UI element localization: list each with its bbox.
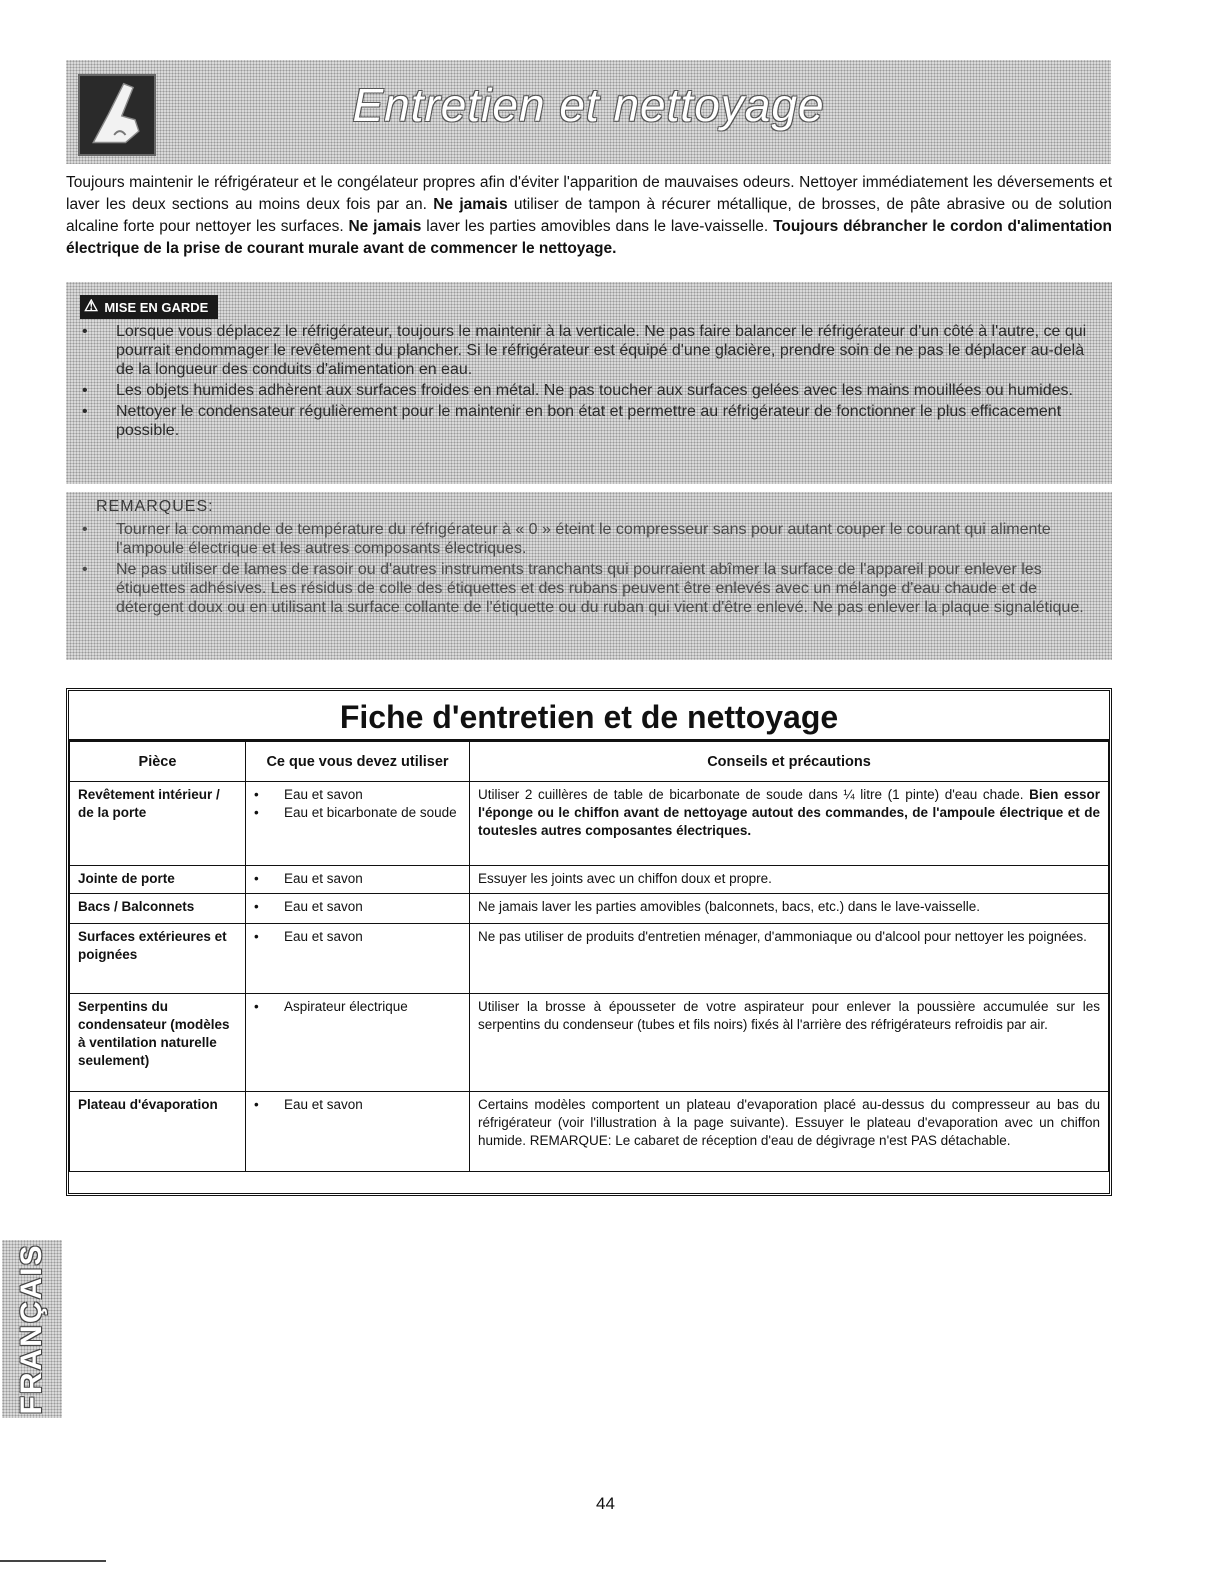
warning-item: • Nettoyer le condensateur régulièrement pour le maintenir en bon état et permettre au réfrigérateur de fonctionner le plus efficacement possible.	[78, 402, 1098, 440]
use-cell: • Eau et savon	[246, 894, 470, 924]
tips-cell	[470, 994, 1109, 1092]
part-cell: Surfaces extérieures et poignées	[70, 924, 246, 994]
table-row	[70, 924, 1109, 994]
part-cell: Jointe de porte	[70, 866, 246, 894]
intro-paragraph	[66, 172, 1112, 260]
warning-triangle-icon: ⚠	[84, 298, 99, 315]
tips-text: Utiliser 2 cuillères de table de bicarbonate de soude dans ¼ litre (1 pinte) d'eau chade.	[478, 787, 1030, 802]
intro-text: laver les parties amovibles dans le lave-vaisselle.	[421, 218, 774, 235]
notes-title: REMARQUES:	[96, 498, 214, 515]
part-cell: Plateau d'évaporation	[70, 1092, 246, 1172]
language-side-tab	[2, 1240, 62, 1418]
use-cell: • Eau et savon	[246, 1092, 470, 1172]
use-item: Eau et savon	[284, 929, 363, 944]
use-item: Eau et savon	[284, 871, 363, 886]
intro-text: utiliser de tampon à récurer métallique, de brosses, de pâte abrasive ou de solution alcaline forte pour nettoyer les surfaces.	[66, 196, 1112, 235]
table-row	[70, 866, 1109, 894]
use-item: Eau et savon	[284, 1097, 363, 1112]
warning-box	[66, 282, 1112, 484]
warning-item: • Les objets humides adhèrent aux surfaces froides en métal. Ne pas toucher aux surfaces gelées avec les mains mouillées ou humides.	[78, 381, 1098, 400]
table-row	[70, 782, 1109, 866]
tips-text: Ne pas utiliser de produits d'entretien ménager, d'ammoniaque ou d'alcool pour nettoyer les poignées.	[478, 929, 1087, 944]
notes-list	[78, 520, 1098, 619]
tips-text: Ne jamais laver les parties amovibles (balconnets, bacs, etc.) dans le lave-vaisselle.	[478, 899, 980, 914]
use-item: Eau et savon	[284, 899, 363, 914]
intro-emphasis: Ne jamais	[348, 218, 422, 235]
use-cell: • Eau et savon • Eau et bicarbonate de soude	[246, 782, 470, 866]
intro-emphasis: Ne jamais	[433, 196, 508, 213]
use-cell: • Eau et savon	[246, 924, 470, 994]
tips-text: Utiliser la brosse à épousseter de votre aspirateur pour enlever la poussière accumulée sur les serpentins du condenseur (tubes et fils noirs) fixés àl l'arrière des réfrigérateurs refroidis par air.	[478, 999, 1100, 1032]
tips-cell	[470, 1092, 1109, 1172]
tips-cell	[470, 924, 1109, 994]
header-banner	[66, 60, 1111, 164]
part-cell: Bacs / Balconnets	[70, 894, 246, 924]
tips-cell	[470, 866, 1109, 894]
page-title: Entretien et nettoyage	[352, 79, 825, 131]
tips-text: Essuyer les joints avec un chiffon doux et propre.	[478, 871, 772, 886]
use-item: Eau et savon	[284, 787, 363, 802]
notes-box	[66, 492, 1112, 660]
use-cell: • Aspirateur électrique	[246, 994, 470, 1092]
tips-emphasis: Bien essor l'éponge ou le chiffon avant de nettoyage autout des commandes, de l'ampoule électrique et de toutesles autres composantes électriques.	[478, 787, 1100, 838]
use-item: Aspirateur électrique	[284, 999, 408, 1014]
language-label: FRANÇAIS	[15, 1243, 48, 1415]
warning-list	[78, 322, 1098, 442]
warning-item: • Lorsque vous déplacez le réfrigérateur, toujours le maintenir à la verticale. Ne pas faire balancer le réfrigérateur d'un côté à l'autre, ce qui pourrait endommager le revêtement du plancher. Si le réfrigérateur est équipé d'une glacière, prendre soin de ne pas le déplacer au-delà de la longueur des conduits d'alimentation en eau.	[78, 322, 1098, 379]
tips-text: Certains modèles comportent un plateau d'evaporation placé au-dessus du compresseur au bas du réfrigérateur (voir l'illustration à la page suivante). Essuyer le plateau d'evaporation avec un chiffon humide. REMARQUE: Le cabaret de réception d'eau de dégivrage n'est PAS détachable.	[478, 1097, 1100, 1148]
part-cell: Revêtement intérieur / de la porte	[70, 782, 246, 866]
note-item: • Ne pas utiliser de lames de rasoir ou d'autres instruments tranchants qui pourraient abîmer la surface de l'appareil pour enlever les étiquettes adhésives. Les résidus de colle des étiquettes et des rubans peuvent être enlevés avec un mélange d'eau chaude et de détergent doux ou en utilisant la surface collante de l'étiquette ou du ruban qui vient d'être enlevé. Ne pas enlever la plaque signalétique.	[78, 560, 1098, 617]
bottom-rule	[0, 1560, 106, 1562]
care-chart	[66, 688, 1112, 1196]
warning-badge-label: MISE EN GARDE	[104, 299, 209, 315]
tips-cell	[470, 894, 1109, 924]
header-piece: Pièce	[70, 742, 246, 782]
intro-emphasis: Toujours débrancher le cordon d'alimentation électrique de la prise de courant murale avant de commencer le nettoyage.	[66, 218, 1112, 257]
use-item: Eau et bicarbonate de soude	[284, 805, 457, 820]
header-use: Ce que vous devez utiliser	[246, 742, 470, 782]
use-cell: • Eau et savon	[246, 866, 470, 894]
care-table	[69, 741, 1109, 1172]
part-cell: Serpentins du condensateur (modèles à ventilation naturelle seulement)	[70, 994, 246, 1092]
table-row	[70, 1092, 1109, 1172]
tips-cell	[470, 782, 1109, 866]
table-row	[70, 894, 1109, 924]
warning-badge	[80, 295, 218, 319]
note-item: • Tourner la commande de température du réfrigérateur à « 0 » éteint le compresseur sans pour autant couper le courant qui alimente l'ampoule électrique et les autres composants électriques.	[78, 520, 1098, 558]
table-row	[70, 994, 1109, 1092]
intro-text: Toujours maintenir le réfrigérateur et le congélateur propres afin d'éviter l'apparition de mauvaises odeurs. Nettoyer immédiatement les déversements et laver les deux sections au moins deux fois par an.	[66, 174, 1112, 213]
header-tips: Conseils et précautions	[470, 742, 1109, 782]
care-chart-title: Fiche d'entretien et de nettoyage	[69, 691, 1109, 741]
page-number: 44	[596, 1494, 615, 1513]
